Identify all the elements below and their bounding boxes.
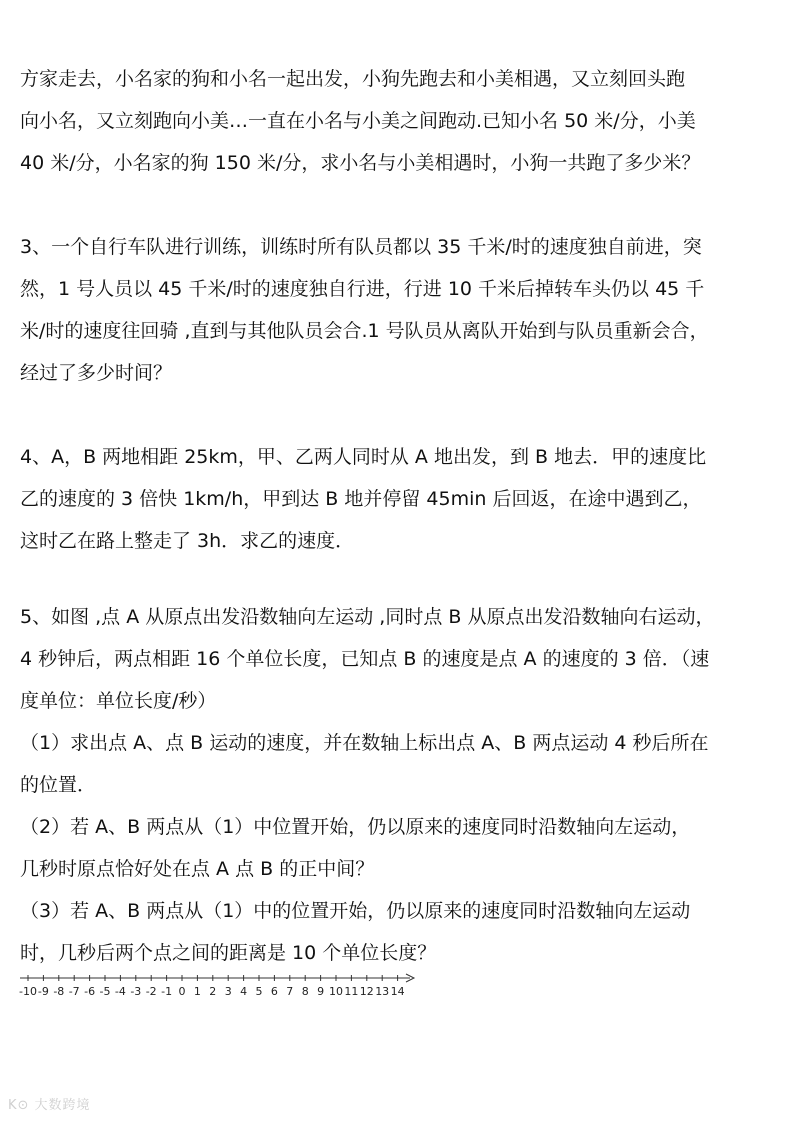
problem-2-line-1: 方家走去，小名家的狗和小名一起出发，小狗先跑去和小美相遇，又立刻回头跑 xyxy=(20,68,686,90)
number-line-tick-label: 1 xyxy=(193,985,201,998)
problem-5-part-3-line-2: 时，几秒后两个点之间的距离是 10 个单位长度？ xyxy=(20,942,437,964)
number-line-tick-label: -3 xyxy=(130,985,142,998)
number-line-tick-label: 7 xyxy=(286,985,294,998)
number-line-tick-label: 10 xyxy=(329,985,343,998)
problem-5-part-1-line-2: 的位置． xyxy=(20,774,97,796)
number-line-tick-label: 12 xyxy=(359,985,374,998)
paragraph-gap xyxy=(20,184,780,226)
paragraph-gap xyxy=(20,562,780,596)
problem-5-part-1-line-1: （1）求出点 A、点 B 运动的速度，并在数轴上标出点 A、B 两点运动 4 秒后所在 xyxy=(20,732,709,754)
number-line-tick-label: 4 xyxy=(240,985,248,998)
watermark: K⊙ 大数跨境 xyxy=(8,1098,91,1113)
problem-4-line-1: 4、A，B 两地相距 25km，甲、乙两人同时从 A 地出发，到 B 地去．甲的速度比 xyxy=(20,446,707,468)
problem-5-line-1: 5、如图 ,点 A 从原点出发沿数轴向左运动 ,同时点 B 从原点出发沿数轴向右运动， xyxy=(20,606,715,628)
number-line-tick-label: -4 xyxy=(114,985,126,998)
number-line-tick-label: 11 xyxy=(344,985,359,998)
number-line-tick-label: -6 xyxy=(84,985,96,998)
number-line-tick-label: 2 xyxy=(209,985,217,998)
number-line-tick-label: -7 xyxy=(68,985,80,998)
number-line-tick-label: -5 xyxy=(99,985,111,998)
number-line-tick-label: -9 xyxy=(37,985,49,998)
number-line-tick-label: -2 xyxy=(145,985,157,998)
problem-5-line-3: 度单位：单位长度/秒） xyxy=(20,690,217,712)
paragraph-gap xyxy=(20,394,780,436)
number-line-tick-label: 8 xyxy=(301,985,309,998)
problem-5-part-2-line-1: （2）若 A、B 两点从（1）中位置开始，仍以原来的速度同时沿数轴向左运动， xyxy=(20,816,691,838)
problem-3-line-4: 经过了多少时间？ xyxy=(20,362,173,384)
problem-5-part-2-line-2: 几秒时原点恰好处在点 A 点 B 的正中间？ xyxy=(20,858,375,880)
document-body xyxy=(20,58,780,974)
number-line-tick-label: 9 xyxy=(317,985,325,998)
number-line-tick-label: 6 xyxy=(270,985,278,998)
number-line-tick-label: 0 xyxy=(178,985,186,998)
problem-2-line-2: 向小名，又立刻跑向小美…一直在小名与小美之间跑动.已知小名 50 米/分，小美 xyxy=(20,110,696,132)
problem-3-line-2: 然，1 号人员以 45 千米/时的速度独自行进，行进 10 千米后掉转车头仍以 45 千 xyxy=(20,278,705,300)
number-line-tick-label: 5 xyxy=(255,985,263,998)
problem-4-line-3: 这时乙在路上整走了 3h．求乙的速度． xyxy=(20,530,355,552)
number-line-tick-label: 3 xyxy=(224,985,232,998)
problem-2-line-3: 40 米/分，小名家的狗 150 米/分，求小名与小美相遇时，小狗一共跑了多少米？ xyxy=(20,152,701,174)
number-line xyxy=(18,968,418,1008)
problem-5-line-2: 4 秒钟后，两点相距 16 个单位长度，已知点 B 的速度是点 A 的速度的 3 倍．（速 xyxy=(20,648,710,670)
problem-4-line-2: 乙的速度的 3 倍快 1km/h，甲到达 B 地并停留 45min 后回返，在途中遇到乙， xyxy=(20,488,702,510)
number-line-tick-label: -10 xyxy=(19,985,37,998)
number-line-tick-label: -1 xyxy=(161,985,173,998)
number-line-tick-label: 14 xyxy=(390,985,405,998)
number-line-tick-label: -8 xyxy=(53,985,65,998)
problem-3-line-1: 3、一个自行车队进行训练，训练时所有队员都以 35 千米/时的速度独自前进，突 xyxy=(20,236,702,258)
problem-3-line-3: 米/时的速度往回骑 ,直到与其他队员会合.1 号队员从离队开始到与队员重新会合， xyxy=(20,320,709,342)
problem-5-part-3-line-1: （3）若 A、B 两点从（1）中的位置开始，仍以原来的速度同时沿数轴向左运动 xyxy=(20,900,691,922)
number-line-tick-label: 13 xyxy=(375,985,390,998)
